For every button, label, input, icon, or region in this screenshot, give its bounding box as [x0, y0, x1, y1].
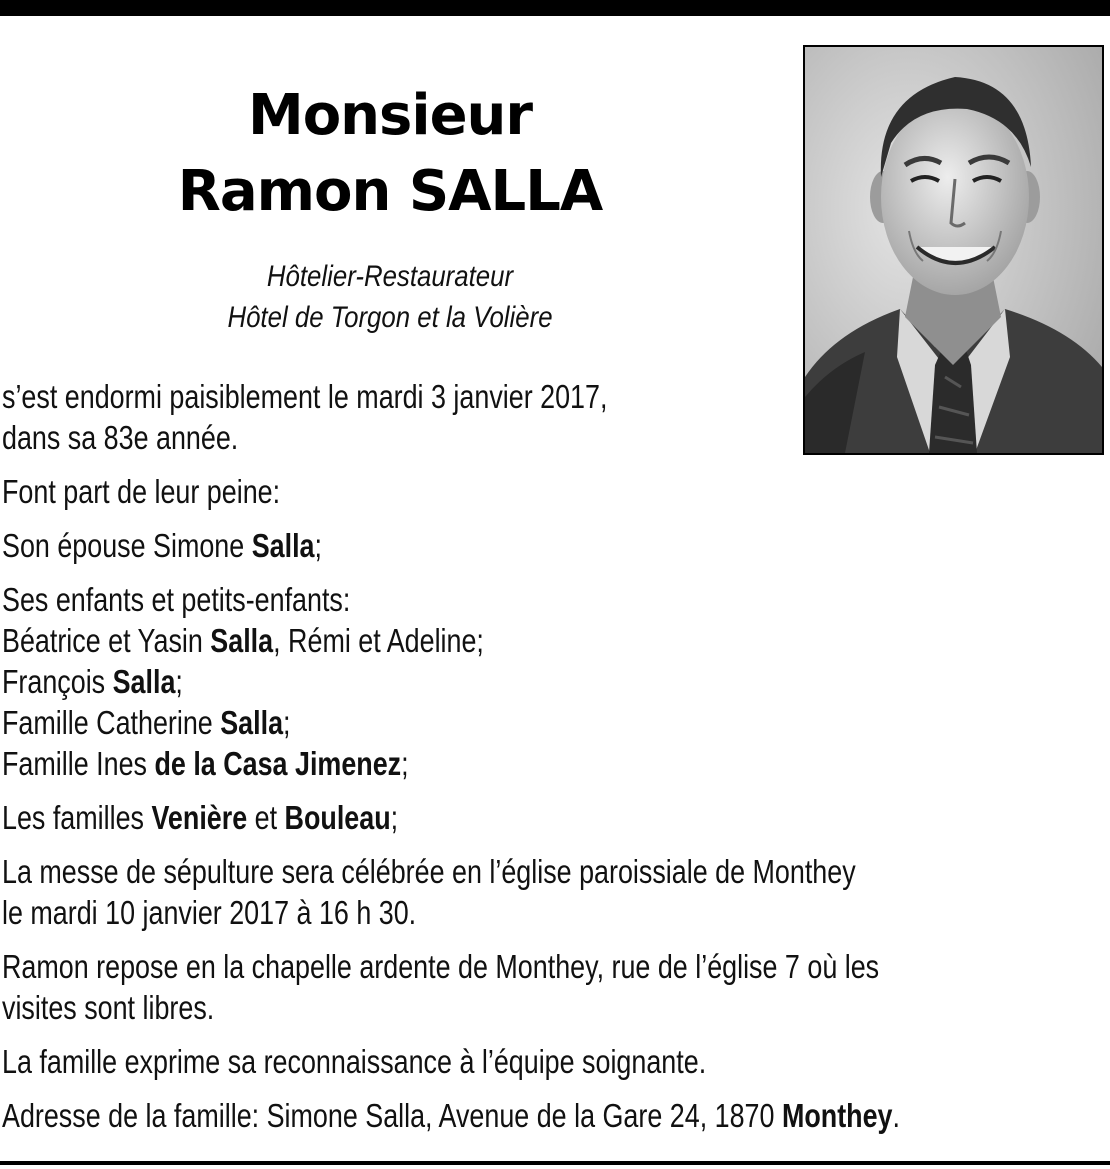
- rest-paragraph: [2, 946, 1062, 1028]
- children-line-suffix: ;: [401, 745, 409, 782]
- subtitle-establishment: Hôtel de Torgon et la Volière: [227, 301, 553, 334]
- children-line-prefix: Famille Ines: [2, 745, 155, 782]
- title-honorific: Monsieur: [247, 83, 533, 148]
- families-paragraph: [2, 797, 1062, 838]
- spouse-suffix: ;: [314, 527, 322, 564]
- rest-line: visites sont libres.: [2, 989, 215, 1026]
- family-name: Venière: [151, 799, 248, 836]
- children-line: [2, 743, 1062, 784]
- children-line-prefix: Béatrice et Yasin: [2, 622, 211, 659]
- announce-paragraph: [2, 471, 1062, 512]
- families-prefix: Les familles: [2, 799, 152, 836]
- address-suffix: .: [892, 1097, 900, 1134]
- families-suffix: ;: [390, 799, 399, 836]
- subtitle-profession: Hôtelier-Restaurateur: [266, 260, 514, 293]
- children-line-suffix: ;: [175, 663, 183, 700]
- address-line: [2, 1095, 1062, 1136]
- spouse-line: [2, 525, 1062, 566]
- obituary-body: [2, 376, 1062, 1149]
- children-surname: Salla: [220, 704, 284, 741]
- rest-line: Ramon repose en la chapelle ardente de Monthey, rue de l’église 7 où les: [2, 948, 880, 985]
- children-line-suffix: ;: [283, 704, 291, 741]
- bottom-rule: [0, 1161, 1110, 1165]
- mass-paragraph: [2, 851, 1062, 933]
- address-city: Monthey: [781, 1097, 893, 1134]
- address-text: Adresse de la famille: Simone Salla, Avenue de la Gare 24, 1870: [2, 1097, 782, 1134]
- obituary-subtitle: [55, 256, 726, 338]
- thanks-line: La famille exprime sa reconnaissance à l’équipe soignante.: [2, 1043, 707, 1080]
- children-line: [2, 620, 1062, 661]
- families-line: [2, 797, 1062, 838]
- address-paragraph: [2, 1095, 1062, 1136]
- children-line: [2, 661, 1062, 702]
- announce-line: Font part de leur peine:: [2, 473, 281, 510]
- spouse-surname: Salla: [251, 527, 315, 564]
- thanks-paragraph: [2, 1041, 1062, 1082]
- children-line-prefix: François: [2, 663, 113, 700]
- title-name: Ramon SALLA: [177, 159, 603, 224]
- children-line: [2, 702, 1062, 743]
- family-name: Bouleau: [284, 799, 391, 836]
- children-paragraph: [2, 579, 1062, 784]
- mass-line: le mardi 10 janvier 2017 à 16 h 30.: [2, 894, 417, 931]
- intro-paragraph: [2, 376, 1062, 458]
- children-heading: Ses enfants et petits-enfants:: [2, 581, 351, 618]
- obituary-title: [0, 78, 780, 230]
- mass-line: La messe de sépulture sera célébrée en l’église paroissiale de Monthey: [2, 853, 856, 890]
- intro-line: s’est endormi paisiblement le mardi 3 janvier 2017,: [2, 378, 608, 415]
- children-surname: de la Casa Jimenez: [154, 745, 402, 782]
- children-surname: Salla: [210, 622, 274, 659]
- families-conjunction: et: [247, 799, 285, 836]
- spouse-paragraph: [2, 525, 1062, 566]
- spouse-prefix: Son épouse Simone: [2, 527, 252, 564]
- children-surname: Salla: [112, 663, 176, 700]
- children-line-prefix: Famille Catherine: [2, 704, 221, 741]
- intro-line: dans sa 83e année.: [2, 419, 239, 456]
- children-line-suffix: , Rémi et Adeline;: [273, 622, 484, 659]
- top-rule: [0, 0, 1110, 16]
